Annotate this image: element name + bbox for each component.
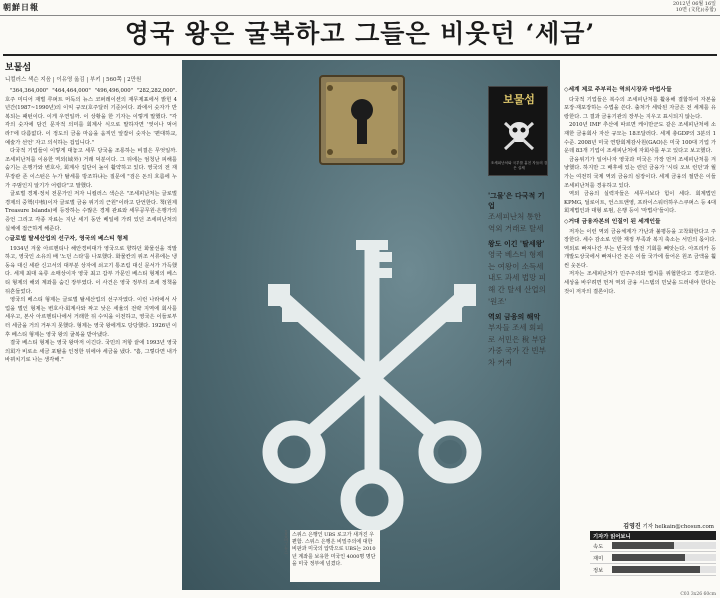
cover-subtitle: 조세피난처와 국부를 훔친 자들의 검은 실체 [490,161,548,170]
rating-row [590,540,716,552]
rating-track [612,554,716,561]
dateline-date: 2012년 06월 16일 [672,1,716,7]
right-column [564,84,716,514]
quote-head: 역외 금융의 해악 [488,312,541,322]
masthead: 朝鮮日報 [3,2,39,12]
sub-head: ◇거대 금융자본의 인질이 된 세계인들 [564,218,661,225]
rating-row [590,564,716,576]
paragraph: 글로벌 경제·정치 전문가인 저자 니컬러스 색슨은 "조세피난처는 글로벌 경제의 중핵(中核)이자 글로벌 금융 위기의 근원"이라고 단언한다. 책(원제 Treasure Islands)에 등장하는 수많은 경제 관료와 세무공무원·은행가의 증언 그리고 각종 자료는 지난 세기 동안 베일에 가려 있던 조세피난처의 실체에 접근하게 해준다. [5,191,177,232]
book-meta: 니컬러스 색슨 지음 | 이유영 옮김 | 부키 | 560쪽 | 2만원 [5,77,142,83]
paragraph: "364,364,000" "464,464,000" "496,496,000" "282,282,000". 호주 미디어 재벌 루퍼트 머독의 뉴스 코퍼레이션의 재무제표에서 밝힌 4년간(1987~1990년)의 이익 규모(호주달러 기준)이다. 좌에서 숫자가 반복되는 패턴이다. 이게 우연일까. 이 상황을 한 기자는 이렇게 말했다. "각각의 숫자에 담긴 문자적 의미를 회계사 식으로 말하자면 '엿이나 먹어라!'에 다름없다. 이 정도의 금을 마음을 움직인 앞잡이 숫자는 '편대하교, 예술가 선언' 자고 의식하는 겁입니다." [5,88,177,146]
paragraph: 1934년 겨울 아르헨티나 해안경비대가 영국으로 향하던 화물선을 적발하고, 영국인 소유의 배 '노던 스타'를 나포했다. 화물칸의 위조 서류에는 냉동육 대신 세관 신고서의 대부분 상자에 쇠고기 통조림 대신 문서가 가득했다. 세계 최대 육류 소매상이자 영국 최고 갑부 가문인 베스티 형제의 베스티 형제의 해외 계좌를 숨긴 장부였다. 이 사건은 영국 정부의 조세 정책을 뒤흔들었다. [5,245,177,295]
photo-credit: 블룸버그뉴스 [284,530,289,554]
paragraph: 다국적 기업들은 복수의 조세피난처를 활용해 결합하여 자본을 포장·재포장하는 수법을 쓴다. 출처가 세탁된 자금은 전 세계를 유랑한다. 그 결과 금융기관의 장부는 지우고 표시되지 않는다. [564,96,716,120]
quote-body: 조세피난처 통한 역외 거래로 탈세 [488,212,544,233]
sub-head: ◇글로벌 탈세산업의 선구자, 영국의 베스티 형제 [5,236,128,243]
book-title: 보물섬 [5,63,32,73]
paragraph: 2010년 IMF 추산에 따르면 케이만군도 같은 조세피난처에 소재한 금융회사 자산 규모는 18조달러다. 세계 총GDP의 3분의 1 수준. 2008년 미국 연방회계감사원(GAO)은 미국 100대 기업 가운데 83개 기업이 조세피난처에 자회사를 두고 있다고 보고했다. [564,122,716,155]
footer-code: C03 3x26 60cm [680,592,716,597]
rating-label: 속도 [593,543,604,550]
rating-track [612,566,716,573]
byline [594,521,714,530]
rating-label: 정보 [593,567,604,574]
quote-body: 부자들 조세 회피로 서민은 稅 부담 가중 국가 간 빈부 차 커져 [488,323,547,367]
reviewer-rating-box [590,531,716,587]
rating-title: 기자가 읽어보니 [590,531,716,540]
byline-name: 김영진 [623,523,641,530]
headline-rule [3,54,717,56]
paragraph: 결국 베스티 형제는 영국 왕마저 이긴다. 국민의 저항 끝에 1993년 영국 의회가 비로소 세금 포탈을 인정한 뒤에야 세금을 냈다. "흠, 그렇다면 내가 바꿔치기로 나는 생각해." [5,340,177,364]
paragraph: 저자는 이런 역외 금융체계가 가난과 불평등을 고착화한다고 주장한다. 세수 감소로 인한 재정 부족과 복지 축소는 서민의 몫이다. 역외로 빠져나간 부는 빈국의 발전 기회를 빼앗는다. 아프리카 등 개발도상국에서 빠져나간 돈은 이들 국가에 들어온 원조 금액을 훨씬 웃돈다. [564,228,716,269]
paragraph: 영국의 베스티 형제는 글로벌 탈세산업의 선구자였다. 이런 나라에서 사업을 벌인 형제는 변호사·회계사와 짜고 낮은 세율의 전략 지역에 회사를 세우고, 본사 아르헨티나에서 거래한 뒤 수익을 이전하고, 영국은 이들로부터 세금을 거의 거두지 못했다. 형제는 영국 왕에게도 당당했다. 1926년 이후 베스티 형제는 영국 왕의 굴복을 받아냈다. [5,297,177,338]
byline-email: helkain@chosun.com [654,524,714,530]
photo-caption: 스위스 은행인 UBS 로고가 새겨진 우편함. 스위스 은행은 비밀주의에 대한 비판과 미국의 압박으로 UBS는 2010년 계좌를 보유한 미국인 4000명 명단을 미국 정부에 넘겼다. [290,530,380,582]
quote-head: '그물'은 다국적 기업 [488,191,545,210]
paragraph: 다국적 기업들이 이렇게 대놓고 세무 당국을 조롱하는 비결은 무엇일까. 조세피난처를 이용한 역외(域外) 거래 덕분이다. 그 뒤에는 엄청난 피해를 숨기는 은행가와 변호사, 회계사 집단이 높이 활약하고 있다. 영국의 전 재무장관 존 이스턴은 누가 탈세를 방조하냐는 질문에 "검은 돈의 흐름에 누가 주범인지 알기가 어렵다"고 말했다. [5,148,177,189]
book-cover [488,86,548,176]
article-body-right [564,86,716,296]
rating-row [590,552,716,564]
article-body-left [5,87,177,365]
left-column [5,60,177,590]
headline: 영국 왕은 굴복하고 그들은 비웃던 ‘세금’ [124,19,596,48]
keyhole-plate-icon [320,76,404,164]
paragraph: 역외 금융의 실력자들은 세무서보다 힘이 세다. 회계법인 KPMG, 딜로이트, 언스트앤영, 프라이스워터하우스쿠퍼스 등 4대 회계법인과 대형 로펌, 은행 등이 '마법사'들이다. [564,191,716,215]
paragraph: 금융위기가 일어나자 영국과 미국은 가장 먼저 조세피난처를 겨냥했다. 하지만 그 배후에 있는 런던 금융가 '시티 오브 런던'과 월가는 여전히 국제 역외 금융의 심장이다. 세계 금융의 절반은 이들 조세피난처를 경유하고 있다. [564,156,716,189]
dateline [673,1,716,13]
three-keys-logo-icon [270,248,474,524]
sub-head: ◇세계 제로 주부리는 역외시장과 마법사들 [564,87,672,93]
rating-fill [612,542,674,549]
rating-fill [612,566,700,573]
rating-label: 재미 [593,555,604,562]
rating-track [612,542,716,549]
quote-body: 영국 베스티 형제는 여왕이 소득세 내도 과세 법망 피해 간 탈세 산업의 '원조' [488,250,546,306]
rating-fill [612,554,685,561]
quote-head: 왕도 이긴 '탈세왕' [488,239,545,249]
byline-role: 기자 [642,524,654,530]
paragraph: 저자는 조세피난처가 민주주의와 법치를 위협한다고 경고한다. 세상을 바꾸려면 먼저 역외 금융 시스템의 민낯을 드러내야 한다는 것이 저자의 결론이다. [564,271,716,295]
cover-title: 보물섬 [503,93,535,106]
dateline-section: 10면 (文化)(종합) [675,7,716,13]
pull-quotes [488,186,550,386]
